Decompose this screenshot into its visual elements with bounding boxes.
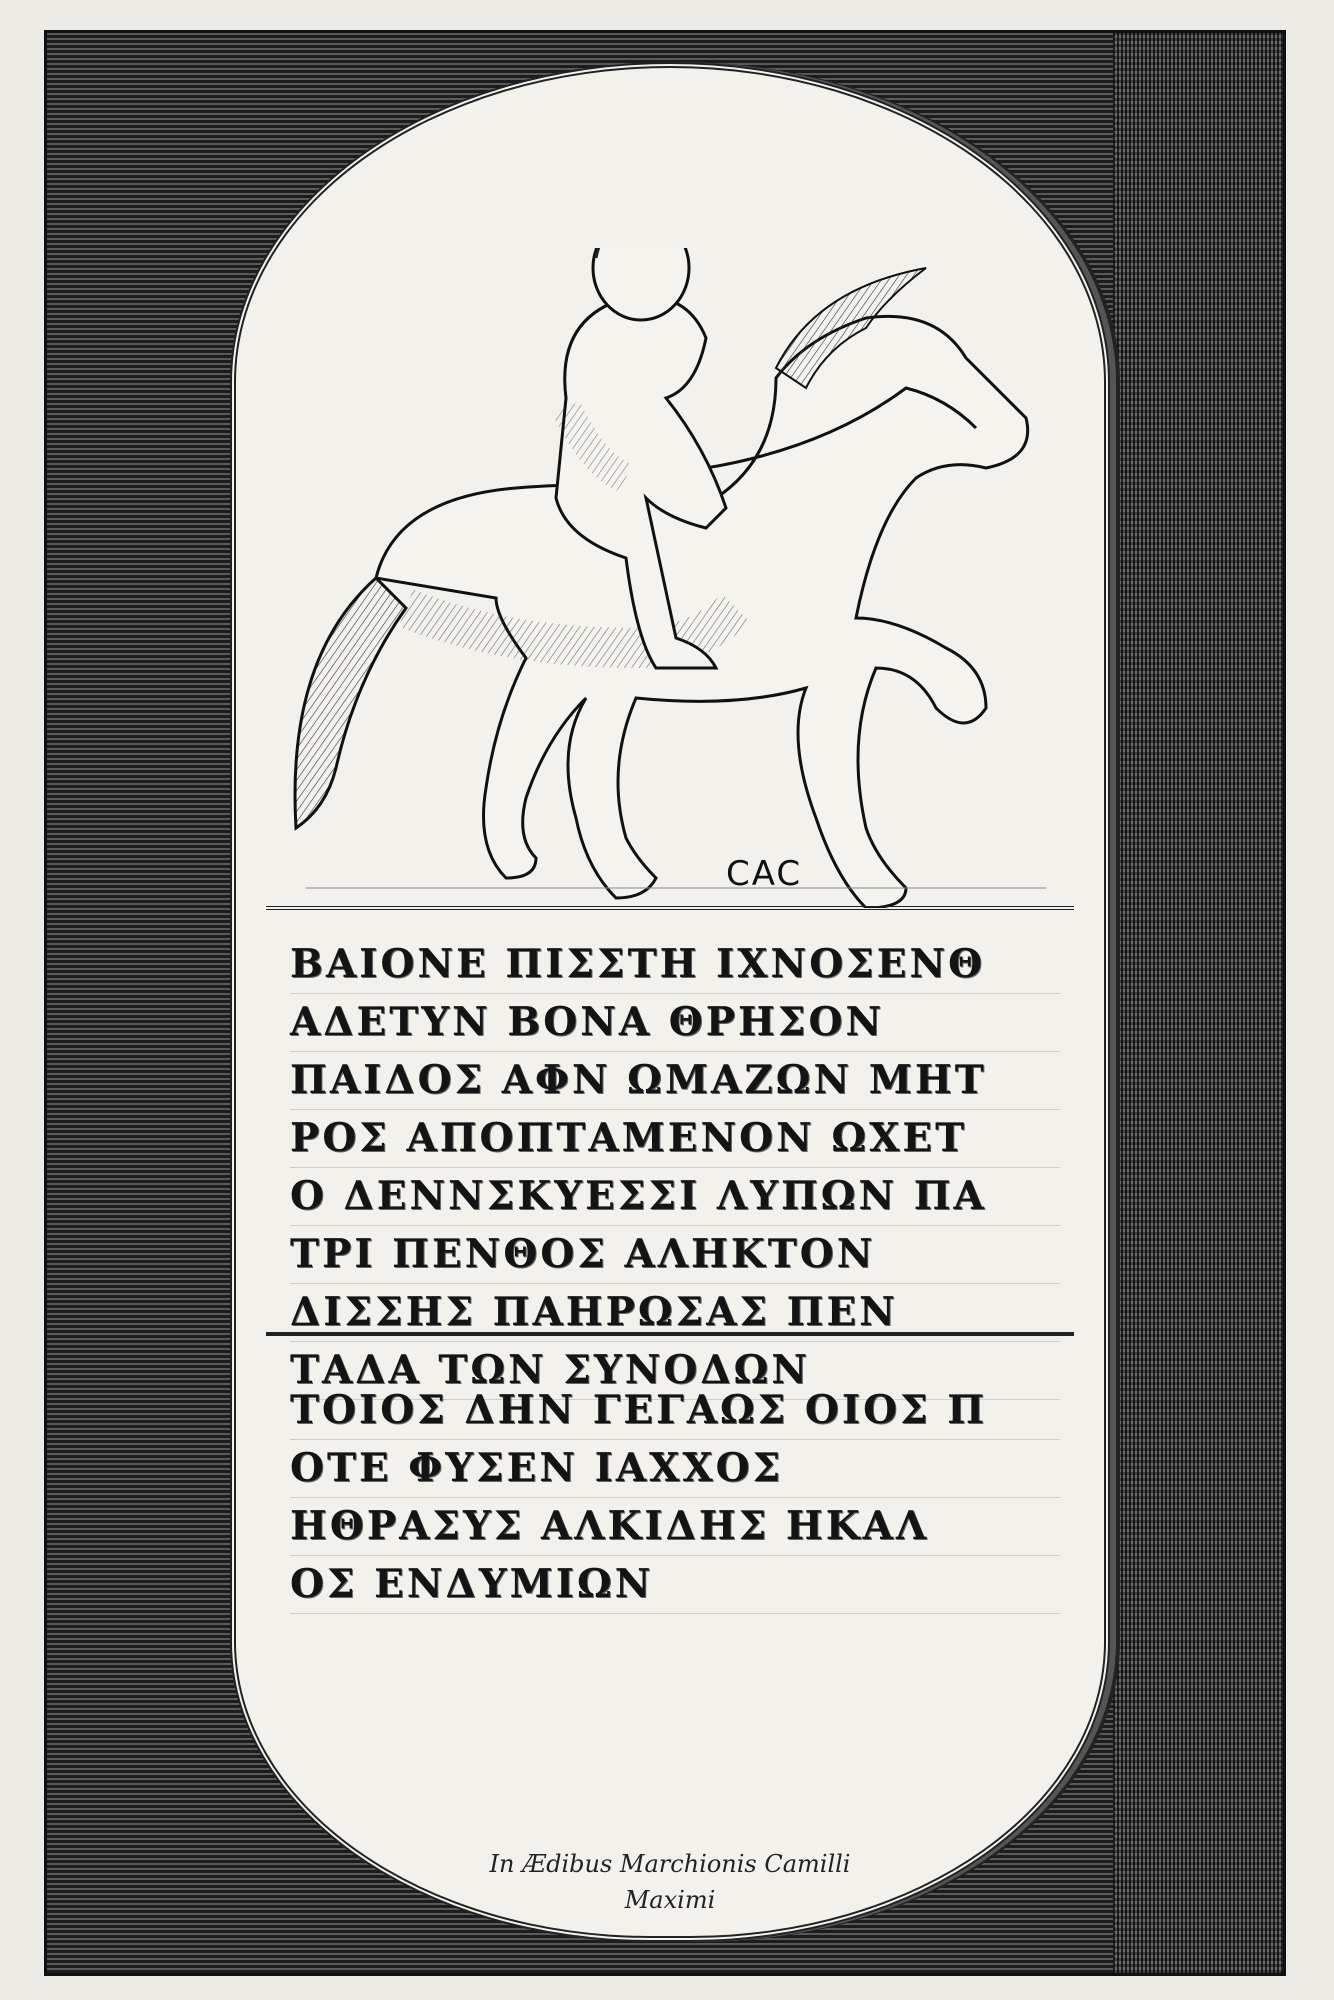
inscription-panel-main	[266, 906, 1074, 1393]
inscription-line: ΤΟΙΟΣ ΔΗΝ ΓΕΓΑΩΣ ΟΙΟΣ Π	[290, 1382, 1060, 1440]
inscription-line: ΗΘΡΑΣΥΣ ΑΛΚΙΔΗΣ ΗΚΑΛ	[290, 1498, 1060, 1556]
caption-line-2: Maximi	[624, 1886, 716, 1914]
relief-label: CAC	[726, 854, 803, 894]
inscription-line: ΡΟΣ ΑΠΟΠΤΑΜΕΝΟΝ ΩΧΕΤ	[290, 1110, 1060, 1168]
inscription-line: ΒΑΙΟΝΕ ΠΙΣΣΤΗ ΙΧΝΟΣΕΝΘ	[290, 936, 1060, 994]
frame-shading	[1113, 33, 1283, 1973]
inscription-line: ΠΑΙΔΟΣ ΑΦΝ ΩΜΑΖΩΝ ΜΗΤ	[290, 1052, 1060, 1110]
caption-line-1: In Ædibus Marchionis Camilli	[489, 1850, 851, 1878]
inscription-line: Ο ΔΕΝΝΣΚΥΕΣΣΙ ΛΥΠΩΝ ΠΑ	[290, 1168, 1060, 1226]
inscription-line: ΤΡΙ ΠΕΝΘΟΣ ΑΛΗΚΤΟΝ	[290, 1226, 1060, 1284]
inscription-line: ΟΤΕ ΦΥΣΕΝ ΙΑΧΧΟΣ	[290, 1440, 1060, 1498]
inscription-line: ΟΣ ΕΝΔΥΜΙΩΝ	[290, 1556, 1060, 1614]
stele	[230, 62, 1110, 1942]
inscription-panel-second	[266, 1338, 1074, 1638]
inscription-line: ΑΔΕΤΥΝ ΒΟΝΑ ΘΡΗΣΟΝ	[290, 994, 1060, 1052]
horse-rider-relief	[266, 248, 1074, 908]
inscription-line: ΔΙΣΣΗΣ ΠΑΗΡΩΣΑΣ ΠΕΝ	[290, 1284, 1060, 1342]
inscription-line: ΤΑΔΑ ΤΩΝ ΣΥΝΟΔΩΝ	[290, 1342, 1060, 1400]
